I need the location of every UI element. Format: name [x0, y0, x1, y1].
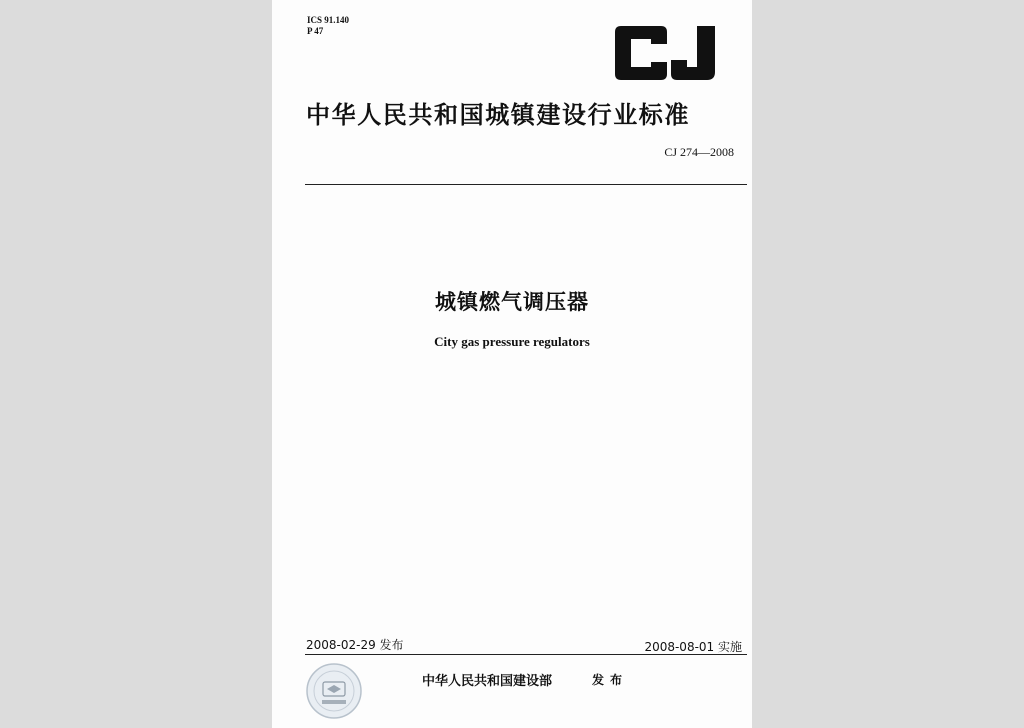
cj-logo: [611, 26, 721, 80]
standard-title: 中华人民共和国城镇建设行业标准: [306, 101, 690, 129]
logo-letter-c: [615, 26, 667, 80]
bottom-rule: [305, 654, 747, 655]
standard-code: CJ 274—2008: [664, 145, 734, 159]
ics-code: ICS 91.140: [307, 15, 350, 25]
top-rule: [305, 184, 747, 185]
publisher-seal-icon: [305, 662, 363, 720]
publisher-name: 中华人民共和国建设部: [422, 674, 553, 689]
implementation-date: 2008-08-01 实施: [644, 640, 742, 654]
publish-label: 发布: [592, 673, 629, 687]
document-title-en: City gas pressure regulators: [434, 334, 590, 349]
document-page: [272, 0, 752, 728]
document-title-zh: 城镇燃气调压器: [435, 290, 589, 314]
ics-block: [307, 15, 349, 37]
classification-code: P 47: [307, 26, 324, 36]
issue-date: 2008-02-29 发布: [306, 638, 404, 652]
logo-letter-j: [671, 26, 715, 80]
